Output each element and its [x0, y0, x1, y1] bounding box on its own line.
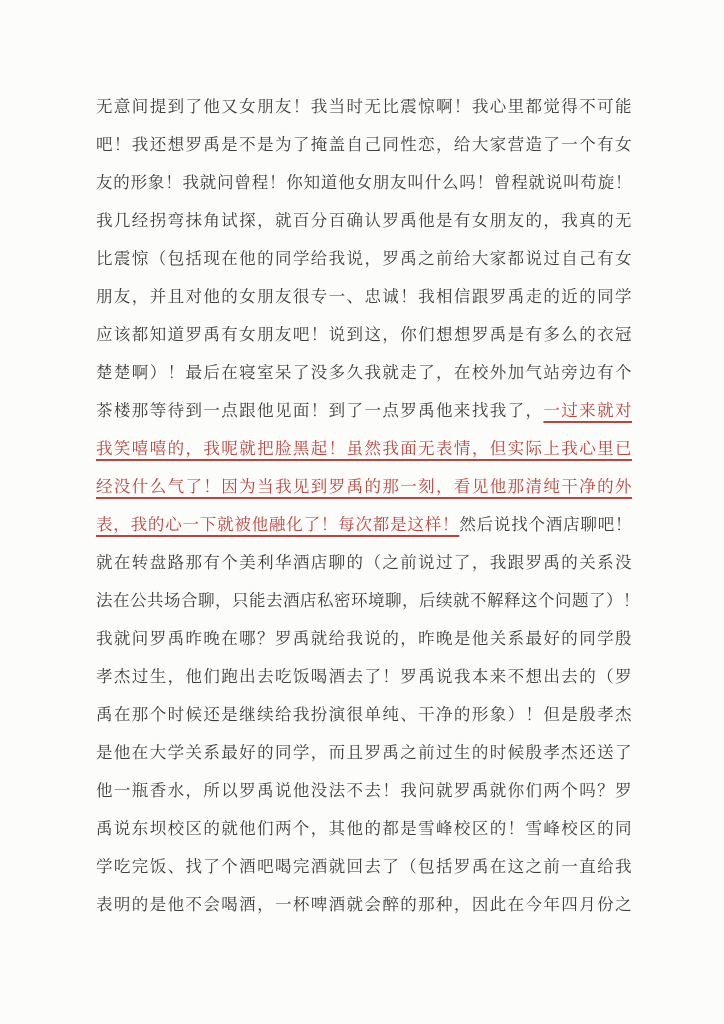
text-segment: 学吃完饭、找了个酒吧喝完酒就回去了（包括罗禹在这之前一直给我: [96, 857, 632, 876]
text-segment: 友的形象！我就问曾程！你知道他女朋友叫什么吗！曾程就说叫苟旋！: [96, 173, 632, 192]
text-line-13: [96, 544, 632, 582]
highlighted-text-segment: 表，我的心一下就被他融化了！每次都是这样！: [96, 515, 460, 534]
text-segment: 是他在大学关系最好的同学，而且罗禹之前过生的时候殷孝杰还送了: [96, 743, 632, 762]
text-line-14: [96, 582, 640, 620]
text-line-1: [96, 88, 632, 126]
text-line-15: [96, 620, 632, 658]
text-segment: 禹说东坝校区的就他们两个，其他的都是雪峰校区的！雪峰校区的同: [96, 819, 632, 838]
text-line-4: [96, 202, 632, 240]
text-segment: 我就问罗禹昨晚在哪？罗禹就给我说的，昨晚是他关系最好的同学殷: [96, 629, 632, 648]
text-line-12: [96, 506, 632, 544]
text-line-10: [96, 430, 632, 468]
highlighted-text-segment: 我笑嘻嘻的，我呢就把脸黑起！虽然我面无表情，但实际上我心里已: [96, 439, 632, 458]
text-segment: 然后说找个酒店聊吧！: [459, 515, 633, 534]
text-line-18: [96, 734, 632, 772]
text-segment: 比震惊（包括现在他的同学给我说，罗禹之前给大家都说过自己有女: [96, 249, 632, 268]
text-line-17: [96, 696, 632, 734]
highlighted-text-segment: 经没什么气了！因为当我见到罗禹的那一刻，看见他那清纯干净的外: [96, 477, 632, 496]
text-line-16: [96, 658, 632, 696]
text-line-21: [96, 848, 632, 886]
text-segment: 吧！我还想罗禹是不是为了掩盖自己同性恋，给大家营造了一个有女: [96, 135, 632, 154]
text-block: [96, 88, 640, 924]
text-line-7: [96, 316, 632, 354]
text-segment: 禹在那个时候还是继续给我扮演很单纯、干净的形象）！但是殷孝杰: [96, 705, 632, 724]
text-segment: 我几经拐弯抹角试探，就百分百确认罗禹他是有女朋友的，我真的无: [96, 211, 632, 230]
text-segment: 朋友，并且对他的女朋友很专一、忠诚！我相信跟罗禹走的近的同学: [96, 287, 632, 306]
text-segment: 楚楚啊）！最后在寝室呆了没多久我就走了，在校外加气站旁边有个: [96, 363, 632, 382]
text-line-6: [96, 278, 632, 316]
text-line-11: [96, 468, 632, 506]
text-segment: 他一瓶香水，所以罗禹说他没法不去！我问就罗禹就你们两个吗？罗: [96, 781, 632, 800]
text-line-3: [96, 164, 632, 202]
text-line-5: [96, 240, 632, 278]
text-line-20: [96, 810, 632, 848]
text-segment: 表明的是他不会喝酒，一杯啤酒就会醉的那种，因此在今年四月份之: [96, 895, 632, 914]
text-segment: 孝杰过生，他们跑出去吃饭喝酒去了！罗禹说我本来不想出去的（罗: [96, 667, 632, 686]
text-line-9: [96, 392, 632, 430]
text-line-19: [96, 772, 632, 810]
text-segment: 就在转盘路那有个美利华酒店聊的（之前说过了，我跟罗禹的关系没: [96, 553, 632, 572]
text-line-2: [96, 126, 632, 164]
text-segment: 茶楼那等待到一点跟他见面！到了一点罗禹他来找我了，: [96, 401, 544, 420]
highlighted-text-segment: 一过来就对: [543, 401, 633, 420]
text-segment: 应该都知道罗禹有女朋友吧！说到这，你们想想罗禹是有多么的衣冠: [96, 325, 632, 344]
text-line-22: [96, 886, 632, 924]
text-segment: 无意间提到了他又女朋友！我当时无比震惊啊！我心里都觉得不可能: [96, 97, 632, 116]
text-segment: 法在公共场合聊，只能去酒店私密环境聊，后续就不解释这个问题了）！: [96, 591, 640, 610]
text-line-8: [96, 354, 632, 392]
